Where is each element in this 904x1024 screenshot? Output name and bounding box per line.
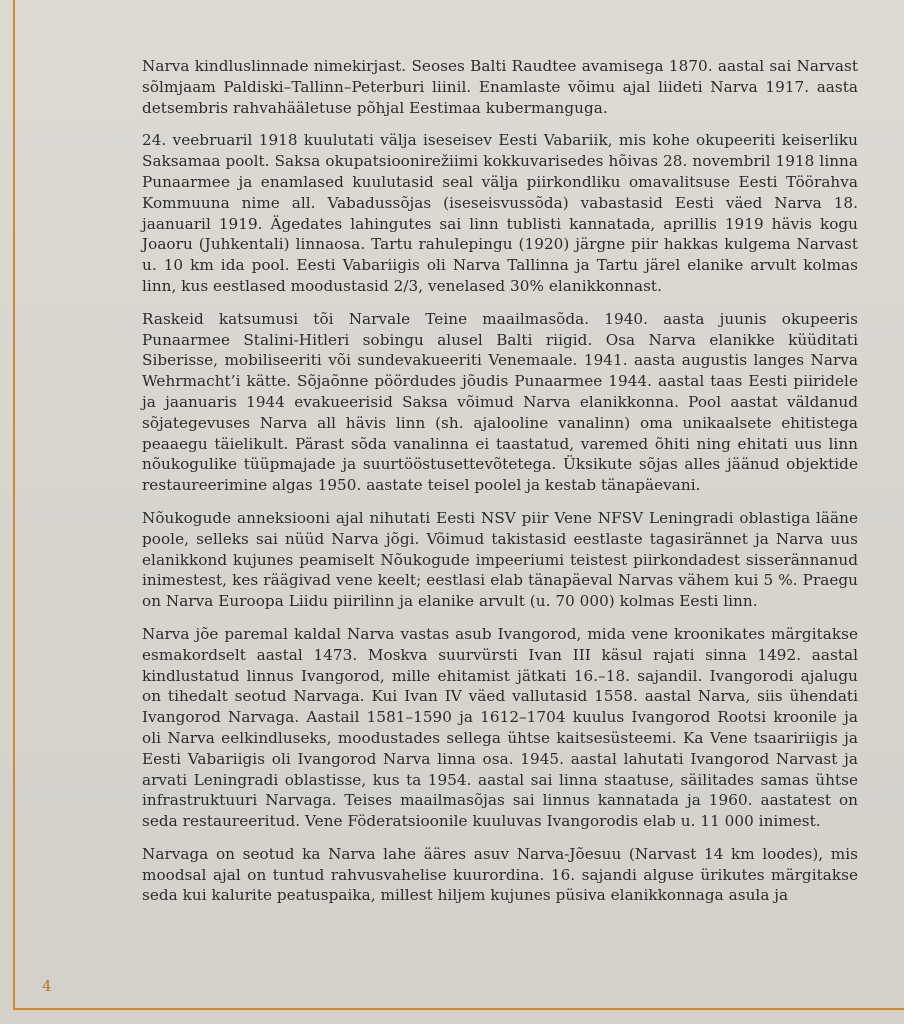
body-text [142,56,858,918]
paragraph-2: 24. veebruaril 1918 kuulutati välja iseseisev Eesti Vabariik, mis kohe okupeeriti keiserliku Saksamaa poolt. Saksa okupatsioonirežiimi kokkuvarisedes hõivas 28. novembril 1918 linna Punaarmee ja enamlased kuulutasid seal välja piirkondliku omavalitsuse Eesti Töörahva Kommuuna nime all. Vabadussõjas (iseseisvussõda) vabastasid Eesti väed Narva 18. jaanuaril 1919. Ägedates lahingutes sai linn tublisti kannatada, aprillis 1919 hävis kogu Joaoru (Juhkentali) linnaosa. Tartu rahulepingu (1920) järgne piir hakkas kulgema Narvast u. 10 km ida pool. Eesti Vabariigis oli Narva Tallinna ja Tartu järel elanike arvult kolmas linn, kus eestlased moodustasid 2/3, venelased 30% elanikkonnast. [142,131,858,295]
paragraph-1: Narva kindluslinnade nimekirjast. Seoses Balti Raudtee avamisega 1870. aastal sai Narvast sõlmjaam Paldiski–Tallinn–Peterburi liinil. Enamlaste võimu ajal liideti Narva 1917. aasta detsembris rahvahääletuse põhjal Eestimaa kubermanguga. [142,57,858,117]
paragraph-6: Narvaga on seotud ka Narva lahe ääres asuv Narva-Jõesuu (Narvast 14 km loodes), mis moodsal ajal on tuntud rahvusvahelise kuurordina. 16. sajandi alguse ürikutes märgitakse seda kui kalurite peatuspaika, millest hiljem kujunes püsiva elanikkonnaga asula ja [142,844,858,905]
paragraph-5: Narva jõe paremal kaldal Narva vastas asub Ivangorod, mida vene kroonikates märgitakse esmakordselt aastal 1473. Moskva suurvürsti Ivan III käsul rajati sinna 1492. aastal kindlustatud linnus Ivangorod, mille ehitamist jätkati 16.–18. sajandil. Ivangorodi ajalugu on tihedalt seotud Narvaga. Kui Ivan IV väed vallutasid 1558. aastal Narva, siis ühendati Ivangorod Narvaga. Aastail 1581–1590 ja 1612–1704 kuulus Ivangorod Rootsi kroonile ja oli Narva eelkindluseks, moodustades sellega ühtse kaitsesüsteemi. Ka Vene tsaaririigis ja Eesti Vabariigis oli Ivangorod Narva linna osa. 1945. aastal lahutati Ivangorod Narvast ja arvati Leningradi oblastisse, kus ta 1954. aastal sai linna staatuse, säilitades samas ühtse infrastruktuuri Narvaga. Teises maailmasõjas sai linnus kannatada ja 1960. aastatest on seda restaureeritud. Vene Föderatsioonile kuuluvas Ivangorodis elab u. 11 000 inimest. [142,624,858,831]
page-number: 4 [42,977,52,995]
paragraph-3: Raskeid katsumusi tõi Narvale Teine maailmasõda. 1940. aasta juunis okupeeris Punaarmee Stalini-Hitleri sobingu alusel Balti riigid. Osa Narva elanikke küüditati Siberisse, mobiliseeriti või sundevakueeriti Venemaale. 1941. aasta augustis langes Narva Wehrmacht’i kätte. Sõjaõnne pöördudes jõudis Punaarmee 1944. aastal taas Eesti piiridele ja jaanuaris 1944 evakueerisid Saksa võimud Narva elanikkonna. Pool aastat väldanud sõjategevuses Narva all hävis linn (sh. ajalooline vanalinn) oma unikaalsete ehitistega peaaegu täielikult. Pärast sõda vanalinna ei taastatud, varemed õhiti ning ehitati uus linn nõukogulike tüüpmajade ja suurtööstusettevõtetega. Üksikute sõjas alles jäänud objektide restaureerimine algas 1950. aastate teisel poolel ja kestab tänapäevani. [142,309,858,495]
page-border-left [13,0,15,1010]
paragraph-4: Nõukogude anneksiooni ajal nihutati Eesti NSV piir Vene NFSV Leningradi oblastiga lääne poole, selleks sai nüüd Narva jõgi. Võimud takistasid eestlaste tagasirännet ja Narva uus elanikkond kujunes peamiselt Nõukogude impeeriumi teistest piirkondadest sisserännanud inimestest, kes räägivad vene keelt; eestlasi elab tänapäeval Narvas vähem kui 5 %. Praegu on Narva Euroopa Liidu piirilinn ja elanike arvult (u. 70 000) kolmas Eesti linn. [142,508,858,611]
page-border-bottom [13,1008,904,1010]
